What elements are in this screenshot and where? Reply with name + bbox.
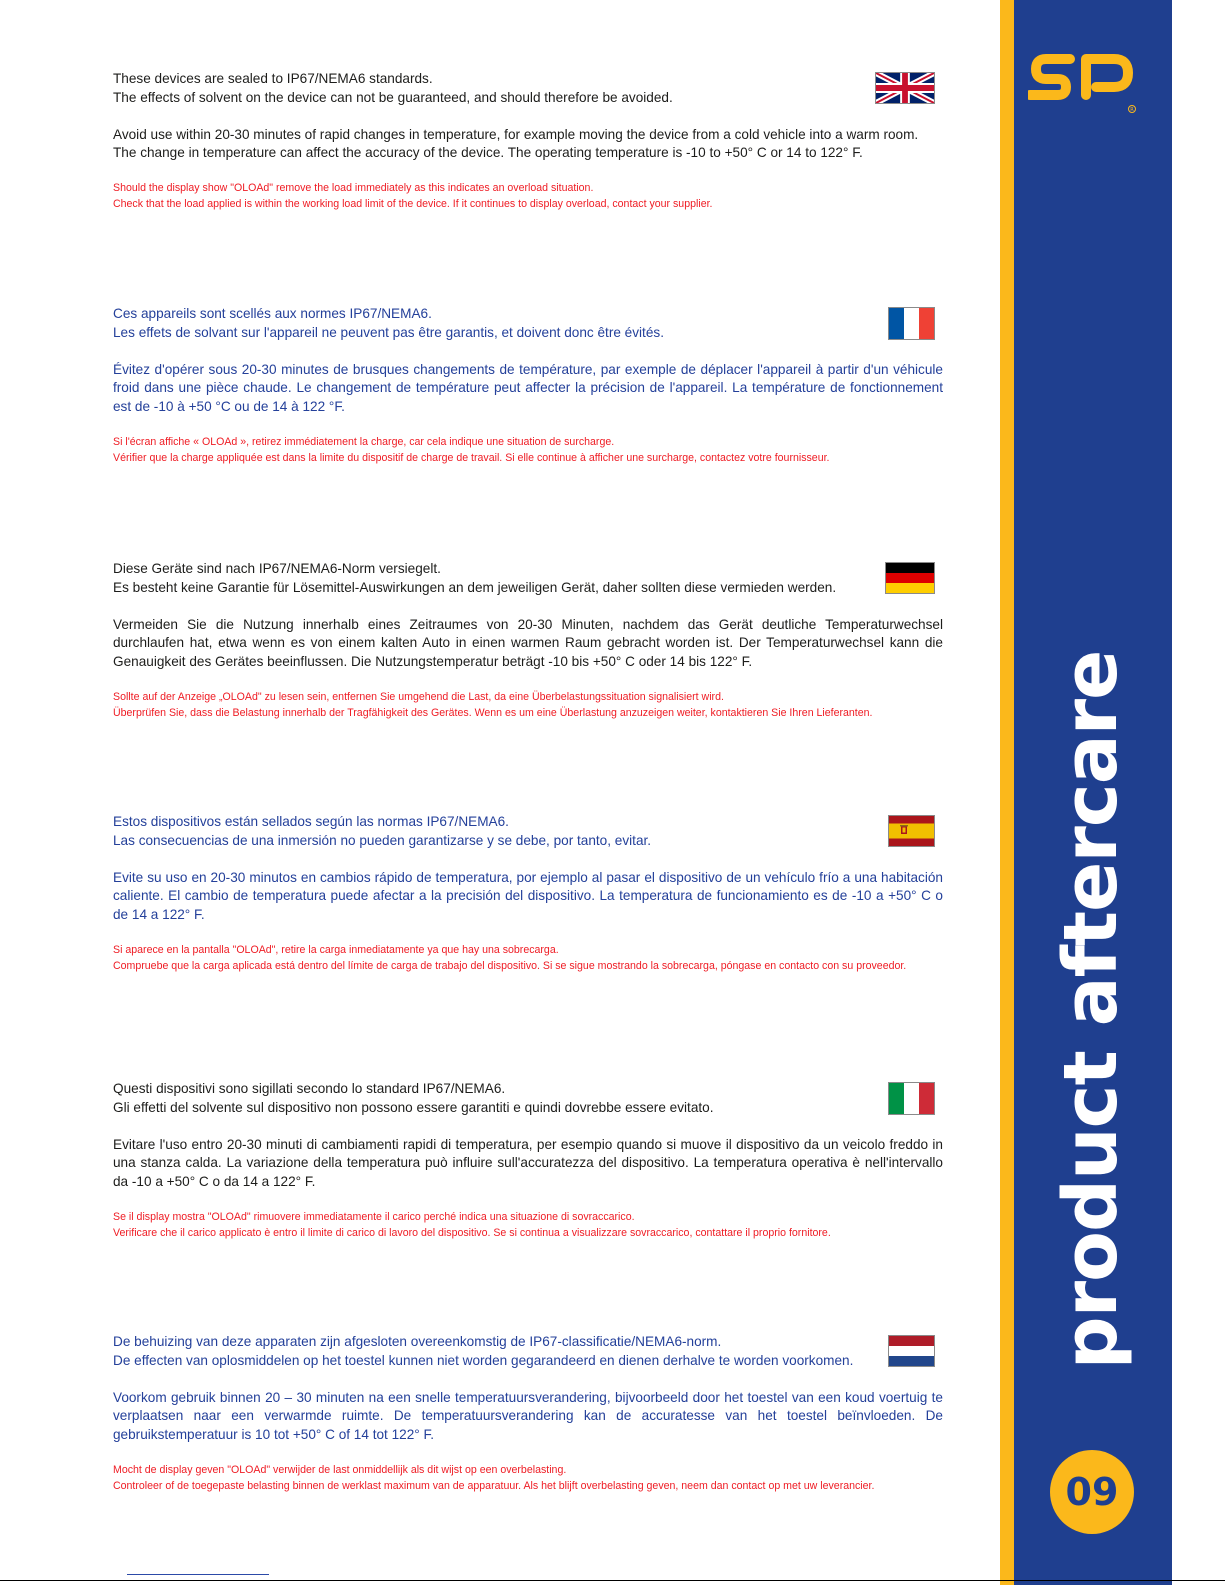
svg-text:R: R bbox=[1130, 107, 1134, 113]
italian-lead bbox=[113, 1080, 943, 1118]
section-french bbox=[113, 305, 943, 467]
german-lead-line: Es besteht keine Garantie für Lösemittel-Auswirkungen an dem jeweiligen Gerät, daher sollten diese vermieden werden. bbox=[113, 579, 837, 595]
page-number-badge: 09 bbox=[1050, 1450, 1134, 1534]
footer-link-underline bbox=[127, 1574, 269, 1575]
english-warning-line: Check that the load applied is within the working load limit of the device. If it continues to display overload, contact your supplier. bbox=[113, 197, 713, 210]
spanish-lead bbox=[113, 813, 943, 851]
spain-flag-icon bbox=[888, 815, 935, 847]
french-lead-line: Les effets de solvant sur l'appareil ne peuvent pas être garantis, et doivent donc être évités. bbox=[113, 324, 664, 340]
dutch-warning-line: Controleer of de toegepaste belasting binnen de werklast maximum van de apparatuur. Als het blijft overbelasting geven, neem dan contact op met uw leverancier. bbox=[113, 1479, 875, 1492]
spanish-warning-line: Compruebe que la carga aplicada está dentro del límite de carga de trabajo del dispositivo. Si se sigue mostrando la sobrecarga, póngase en contacto con su proveedor. bbox=[113, 959, 907, 972]
dutch-warning bbox=[113, 1463, 943, 1495]
spanish-warning-line: Si aparece en la pantalla "OLOAd", retire la carga inmediatamente ya que hay una sobrecarga. bbox=[113, 943, 559, 956]
sidebar-stripe bbox=[1000, 0, 1014, 1585]
spanish-warning bbox=[113, 943, 943, 975]
english-body-line: Avoid use within 20-30 minutes of rapid changes in temperature, for example moving the device from a cold vehicle into a warm room. bbox=[113, 126, 919, 142]
italian-lead-line: Gli effetti del solvente sul dispositivo non possono essere garantiti e quindi dovrebbe essere evitato. bbox=[113, 1099, 714, 1115]
english-lead-line: These devices are sealed to IP67/NEMA6 standards. bbox=[113, 71, 433, 86]
french-lead-line: Ces appareils sont scellés aux normes IP67/NEMA6. bbox=[113, 306, 432, 321]
english-lead bbox=[113, 70, 943, 108]
spanish-body: Evite su uso en 20-30 minutos en cambios rápido de temperatura, por ejemplo al pasar el dispositivo de un vehículo frío a una habitación caliente. El cambio de temperatura puede afectar a la precisión del dispositivo. La temperatura de funcionamiento es de -10 a +50° C o de 14 a 122° F. bbox=[113, 869, 943, 923]
section-dutch bbox=[113, 1333, 943, 1495]
italian-warning-line: Se il display mostra "OLOAd" rimuovere immediatamente il carico perché indica una situazione di sovraccarico. bbox=[113, 1210, 635, 1223]
section-spanish bbox=[113, 813, 943, 975]
english-warning bbox=[113, 181, 943, 213]
dutch-body: Voorkom gebruik binnen 20 – 30 minuten na een snelle temperatuursverandering, bijvoorbeeld door het toestel van een koud voertuig te verplaatsen naar een verwarmde ruimte. De temperatuursverandering kan de accuratesse van het toestel beïnvloeden. De gebruikstemperatuur is 10 tot +50° C of 14 tot 122° F. bbox=[113, 1389, 943, 1443]
french-body: Évitez d'opérer sous 20-30 minutes de brusques changements de température, par exemple de déplacer l'appareil à partir d'un véhicule froid dans une pièce chaude. Le changement de température peut affecter la précision de l'appareil. La température de fonctionnement est de -10 à +50 °C ou de 14 à 122 °F. bbox=[113, 361, 943, 415]
sp-logo-icon bbox=[1028, 53, 1140, 115]
footer-rule bbox=[0, 1580, 1225, 1581]
german-body: Vermeiden Sie die Nutzung innerhalb eines Zeitraumes von 20-30 Minuten, nachdem das Gerät deutliche Temperaturwechsel durchlaufen hat, etwa wenn es von einem kalten Auto in einen warmen Raum gebracht worden ist. Der Temperaturwechsel kann die Genauigkeit des Gerätes beeinflussen. Die Nutzungstemperatur beträgt -10 bis +50° C oder 14 bis 122° F. bbox=[113, 616, 943, 670]
german-lead-line: Diese Geräte sind nach IP67/NEMA6-Norm versiegelt. bbox=[113, 561, 441, 576]
germany-flag-icon bbox=[885, 562, 935, 594]
section-german bbox=[113, 560, 943, 722]
french-warning bbox=[113, 435, 943, 467]
french-warning-line: Vérifier que la charge appliquée est dans la limite du dispositif de charge de travail. Si elle continue à afficher une surcharge, contactez votre fournisseur. bbox=[113, 451, 830, 464]
german-warning bbox=[113, 690, 943, 722]
italian-lead-line: Questi dispositivi sono sigillati secondo lo standard IP67/NEMA6. bbox=[113, 1081, 506, 1096]
german-lead bbox=[113, 560, 943, 598]
dutch-lead bbox=[113, 1333, 943, 1371]
spanish-lead-line: Estos dispositivos están sellados según las normas IP67/NEMA6. bbox=[113, 814, 509, 829]
english-body bbox=[113, 126, 943, 164]
italian-warning bbox=[113, 1210, 943, 1242]
italy-flag-icon bbox=[888, 1082, 935, 1115]
section-italian bbox=[113, 1080, 943, 1242]
section-english bbox=[113, 70, 943, 213]
france-flag-icon bbox=[888, 307, 935, 340]
german-warning-line: Sollte auf der Anzeige „OLOAd" zu lesen sein, entfernen Sie umgehend die Last, da eine Überbelastungssituation signalisiert wird. bbox=[113, 690, 724, 703]
sidebar-title: product aftercare bbox=[1048, 650, 1134, 1370]
french-warning-line: Si l'écran affiche « OLOAd », retirez immédiatement la charge, car cela indique une situation de surcharge. bbox=[113, 435, 615, 448]
german-warning-line: Überprüfen Sie, dass die Belastung innerhalb der Tragfähigkeit des Gerätes. Wenn es um eine Überlastung anzuzeigen weiter, kontaktieren Sie Ihren Lieferanten. bbox=[113, 706, 873, 719]
english-body-line: The change in temperature can affect the accuracy of the device. The operating temperature is -10 to +50° C or 14 to 122° F. bbox=[113, 145, 863, 161]
netherlands-flag-icon bbox=[888, 1335, 935, 1367]
italian-warning-line: Verificare che il carico applicato è entro il limite di carico di lavoro del dispositivo. Se si continua a visualizzare sovraccarico, contattare il proprio fornitore. bbox=[113, 1226, 831, 1239]
uk-flag-icon bbox=[875, 72, 935, 104]
english-lead-line: The effects of solvent on the device can not be guaranteed, and should therefore be avoided. bbox=[113, 89, 673, 105]
french-lead bbox=[113, 305, 943, 343]
dutch-warning-line: Mocht de display geven "OLOAd" verwijder de last onmiddellijk als dit wijst op een overbelasting. bbox=[113, 1463, 567, 1476]
dutch-lead-line: De behuizing van deze apparaten zijn afgesloten overeenkomstig de IP67-classificatie/NEMA6-norm. bbox=[113, 1334, 722, 1349]
spanish-lead-line: Las consecuencias de una inmersión no pueden garantizarse y se debe, por tanto, evitar. bbox=[113, 832, 652, 848]
italian-body: Evitare l'uso entro 20-30 minuti di cambiamenti rapidi di temperatura, per esempio quando si muove il dispositivo da un veicolo freddo in una stanza calda. La variazione della temperatura può influire sull'accuratezza del dispositivo. La temperatura operativa è nell'intervallo da -10 a +50° C o da 14 a 122° F. bbox=[113, 1136, 943, 1190]
dutch-lead-line: De effecten van oplosmiddelen op het toestel kunnen niet worden gegarandeerd en dienen derhalve te worden voorkomen. bbox=[113, 1352, 854, 1368]
english-warning-line: Should the display show "OLOAd" remove the load immediately as this indicates an overload situation. bbox=[113, 182, 594, 195]
